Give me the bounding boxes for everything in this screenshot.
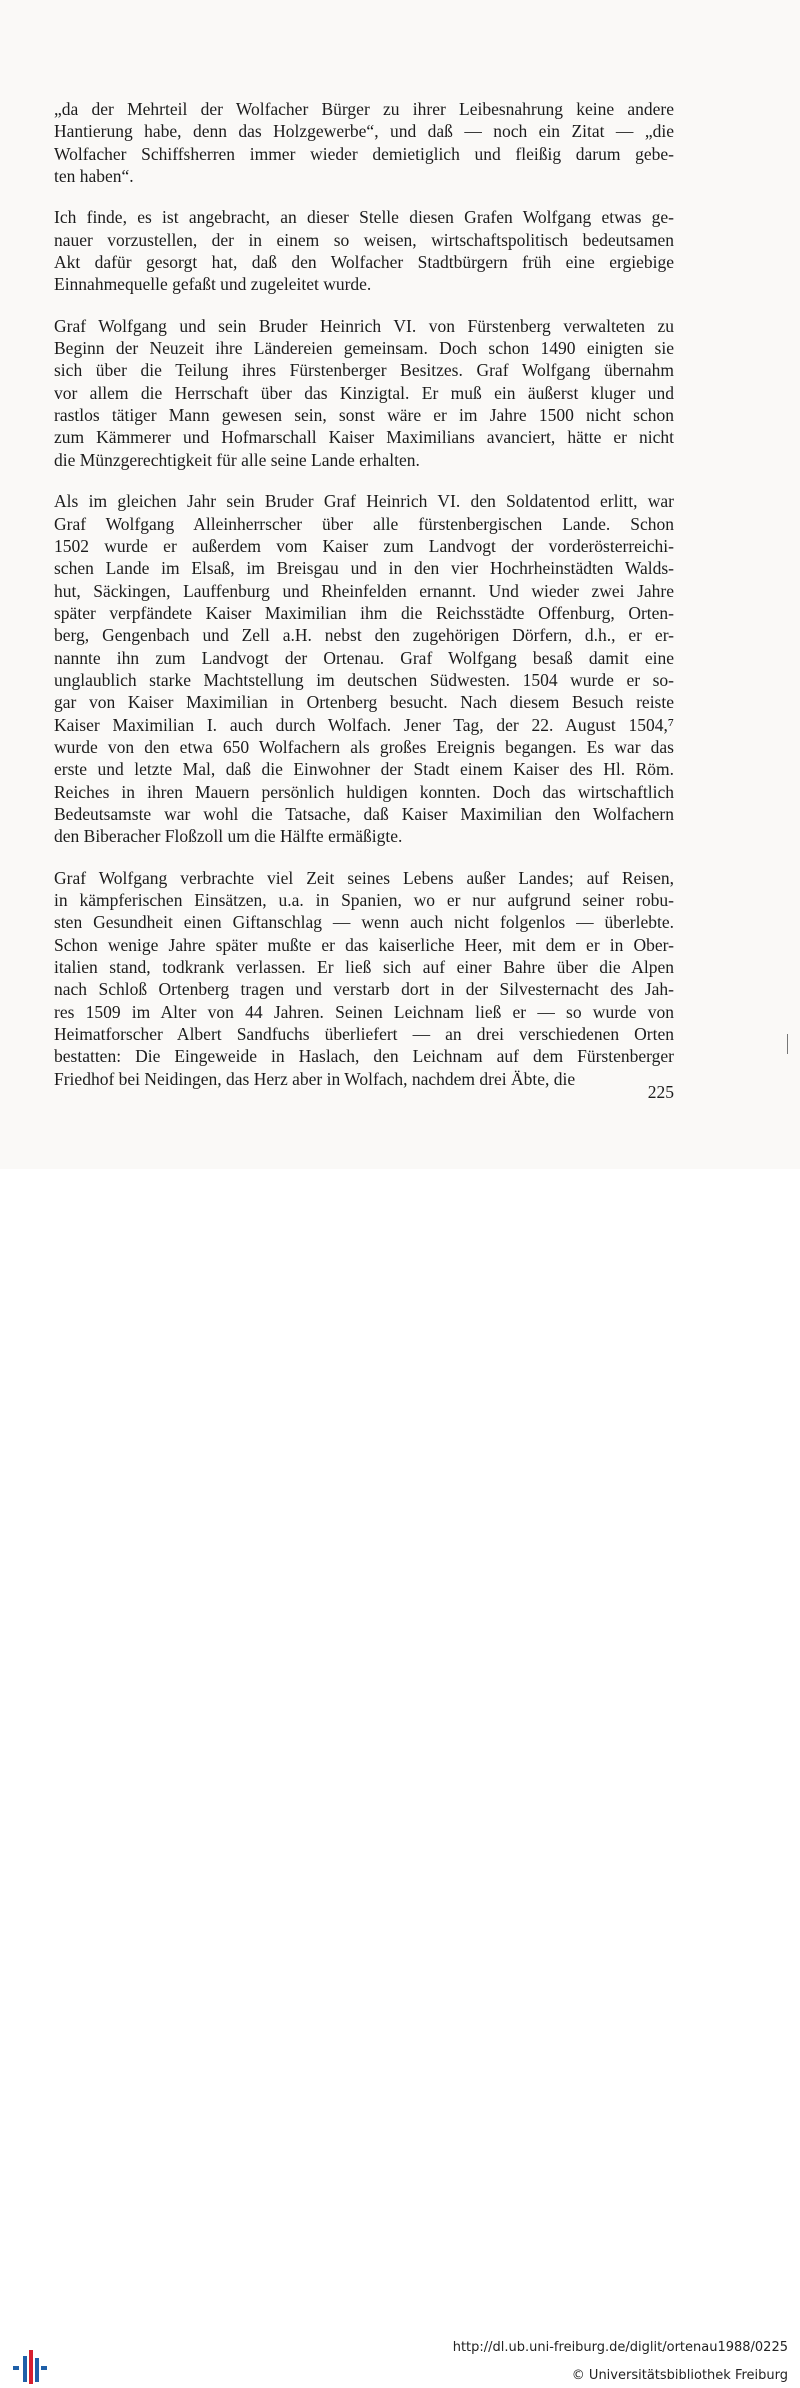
text-line: Als im gleichen Jahr sein Bruder Graf Heinrich VI. den Soldatentod erlitt, war [54, 491, 674, 512]
text-line: später verpfändete Kaiser Maximilian ihm die Reichsstädte Offenburg, Orten- [54, 602, 674, 623]
paragraph [54, 98, 674, 187]
text-line: nauer vorzustellen, der in einem so weisen, wirtschaftspolitisch bedeutsamen [54, 229, 674, 250]
paragraph [54, 315, 674, 471]
text-line: die Münzgerechtigkeit für alle seine Lande erhalten. [54, 449, 420, 470]
text-line: Einnahmequelle gefaßt und zugeleitet wurde. [54, 274, 372, 295]
text-line: schen Lande im Elsaß, im Breisgau und in den vier Hochrheinstädten Walds- [54, 558, 674, 579]
text-line: res 1509 im Alter von 44 Jahren. Seinen Leichnam ließ er — so wurde von [54, 1001, 674, 1022]
scan-edge-mark [787, 1034, 788, 1054]
text-line: sich über die Teilung ihres Fürstenberger Besitzes. Graf Wolfgang übernahm [54, 360, 674, 381]
text-line: Schon wenige Jahre später mußte er das kaiserliche Heer, mit dem er in Ober- [54, 934, 674, 955]
text-line: ten haben“. [54, 166, 134, 187]
text-line: gar von Kaiser Maximilian in Ortenberg besucht. Nach diesem Besuch reiste [54, 692, 674, 713]
text-line: zum Kämmerer und Hofmarschall Kaiser Maximilians avanciert, hätte er nicht [54, 427, 674, 448]
text-line: Heimatforscher Albert Sandfuchs überliefert — an drei verschiedenen Orten [54, 1024, 674, 1045]
text-line: Ich finde, es ist angebracht, an dieser Stelle diesen Grafen Wolfgang etwas ge- [54, 207, 674, 228]
digitization-footer [0, 1169, 800, 2383]
copyright-notice: © Universitätsbibliothek Freiburg [571, 2368, 788, 2383]
text-line: den Biberacher Floßzoll um die Hälfte ermäßigte. [54, 826, 403, 847]
text-line: berg, Gengenbach und Zell a.H. nebst den zugehörigen Dörfern, d.h., er er- [54, 625, 674, 646]
text-line: bestatten: Die Eingeweide in Haslach, den Leichnam auf dem Fürstenberger [54, 1046, 674, 1067]
text-line: Kaiser Maximilian I. auch durch Wolfach. Jener Tag, der 22. August 1504,⁷ [54, 714, 674, 735]
text-line: vor allem die Herrschaft über das Kinzigtal. Er muß ein äußerst kluger und [54, 382, 674, 403]
text-line: Wolfacher Schiffsherren immer wieder demietiglich und fleißig darum gebe- [54, 143, 674, 164]
text-line: Graf Wolfgang Alleinherrscher über alle fürstenbergischen Lande. Schon [54, 513, 674, 534]
text-line: hut, Säckingen, Lauffenburg und Rheinfelden ernannt. Und wieder zwei Jahre [54, 580, 674, 601]
text-line: unglaublich starke Machtstellung im deutschen Südwesten. 1504 wurde er so- [54, 669, 674, 690]
text-line: erste und letzte Mal, daß die Einwohner der Stadt einem Kaiser des Hl. Röm. [54, 759, 674, 780]
text-line: Hantierung habe, denn das Holzgewerbe“, und daß — noch ein Zitat — „die [54, 121, 674, 142]
document-body [54, 98, 674, 1109]
text-line: wurde von den etwa 650 Wolfachern als großes Ereignis begangen. Es war das [54, 736, 674, 757]
text-line: italien stand, todkrank verlassen. Er ließ sich auf einer Bahre über die Alpen [54, 957, 674, 978]
text-line: Graf Wolfgang und sein Bruder Heinrich VI. von Fürstenberg verwalteten zu [54, 315, 674, 336]
text-line: Bedeutsamste war wohl die Tatsache, daß Kaiser Maximilian den Wolfachern [54, 803, 674, 824]
text-line: nannte ihn zum Landvogt der Ortenau. Graf Wolfgang besaß damit eine [54, 647, 674, 668]
text-line: rastlos tätiger Mann gewesen sein, sonst wäre er im Jahre 1500 nicht schon [54, 405, 674, 426]
text-line: Friedhof bei Neidingen, das Herz aber in Wolfach, nachdem drei Äbte, die [54, 1068, 576, 1089]
paragraph [54, 867, 674, 1090]
text-line: nach Schloß Ortenberg tragen und verstarb dort in der Silvesternacht des Jah- [54, 979, 674, 1000]
text-line: Graf Wolfgang verbrachte viel Zeit seines Lebens außer Landes; auf Reisen, [54, 867, 674, 888]
ub-freiburg-logo-icon [10, 2346, 50, 2388]
paragraph [54, 490, 674, 848]
text-line: Reiches in ihren Mauern persönlich huldigen konnten. Doch das wirtschaftlich [54, 781, 674, 802]
text-line: „da der Mehrteil der Wolfacher Bürger zu ihrer Leibesnahrung keine andere [54, 99, 674, 119]
scanned-page [0, 0, 800, 1169]
page-number: 225 [647, 1082, 674, 1102]
source-url-link[interactable]: http://dl.ub.uni-freiburg.de/diglit/ortenau1988/0225 [452, 2340, 788, 2355]
text-line: Akt dafür gesorgt hat, daß den Wolfacher Stadtbürgern früh eine ergiebige [54, 252, 674, 273]
text-line: sten Gesundheit einen Giftanschlag — wenn auch nicht folgenlos — überlebte. [54, 912, 674, 933]
text-line: in kämpferischen Einsätzen, u.a. in Spanien, wo er nur aufgrund seiner robu- [54, 890, 674, 910]
paragraph [54, 206, 674, 295]
text-line: Beginn der Neuzeit ihre Ländereien gemeinsam. Doch schon 1490 einigten sie [54, 338, 674, 359]
text-line: 1502 wurde er außerdem vom Kaiser zum Landvogt der vorderösterreichi- [54, 535, 674, 556]
